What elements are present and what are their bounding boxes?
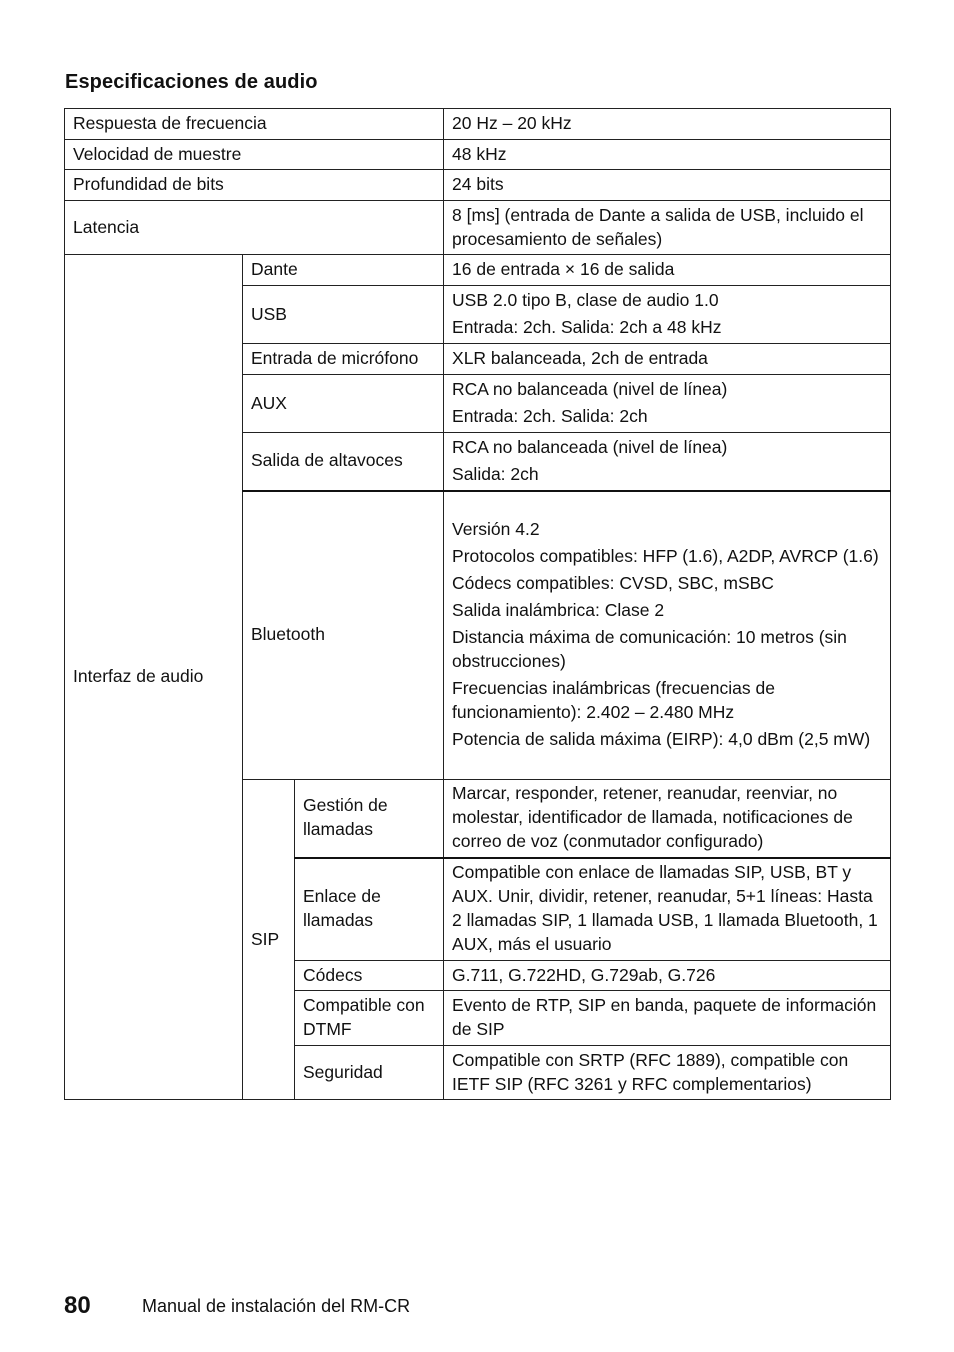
section-title: Especificaciones de audio (65, 71, 318, 93)
spec-line: Entrada: 2ch. Salida: 2ch a 48 kHz (452, 317, 722, 337)
table-row (65, 255, 891, 286)
spec-line: USB 2.0 tipo B, clase de audio 1.0 (452, 290, 719, 310)
spec-value: Evento de RTP, SIP en banda, paquete de información de SIP (444, 991, 891, 1046)
spec-label: AUX (243, 375, 444, 433)
spec-line: RCA no balanceada (nivel de línea) (452, 436, 728, 457)
spec-label: Seguridad (295, 1046, 444, 1100)
page-number: 80 (64, 1292, 91, 1319)
table-row (65, 201, 891, 255)
spec-line: Protocolos compatibles: HFP (1.6), A2DP, AVRCP (1.6) (452, 546, 879, 567)
spec-label: Latencia (65, 201, 444, 255)
spec-value (444, 433, 891, 491)
spec-label: Dante (243, 255, 444, 286)
spec-label: Profundidad de bits (65, 170, 444, 201)
spec-line: Entrada: 2ch. Salida: 2ch (452, 406, 648, 426)
spec-line: Códecs compatibles: CVSD, SBC, mSBC (452, 573, 774, 594)
spec-label: Velocidad de muestre (65, 140, 444, 170)
spec-value: 48 kHz (444, 140, 891, 170)
spec-value (444, 286, 891, 344)
spec-value (444, 375, 891, 433)
spec-value: 8 [ms] (entrada de Dante a salida de USB, incluido el procesamiento de señales) (444, 201, 891, 255)
spec-label: Bluetooth (243, 491, 444, 780)
spec-label: Gestión de llamadas (295, 780, 444, 858)
spec-line: Potencia de salida máxima (EIRP): 4,0 dBm (2,5 mW) (452, 729, 871, 750)
spec-value (444, 491, 891, 780)
spec-value: 20 Hz – 20 kHz (444, 109, 891, 140)
spec-label: Salida de altavoces (243, 433, 444, 491)
table-row (65, 109, 891, 140)
spec-label: Entrada de micrófono (243, 344, 444, 375)
table-row (65, 170, 891, 201)
spec-label: Respuesta de frecuencia (65, 109, 444, 140)
spec-line: Versión 4.2 (452, 519, 540, 540)
spec-line: Frecuencias inalámbricas (frecuencias de funcionamiento): 2.402 – 2.480 MHz (452, 678, 775, 723)
spec-value: Marcar, responder, retener, reanudar, reenviar, no molestar, identificador de llamada, notificaciones de correo de voz (conmutador configurado) (444, 780, 891, 858)
document-title: Manual de instalación del RM-CR (142, 1296, 411, 1316)
spec-label: Códecs (295, 961, 444, 991)
spec-value: 16 de entrada × 16 de salida (444, 255, 891, 286)
spec-value: Compatible con SRTP (RFC 1889), compatible con IETF SIP (RFC 3261 y RFC complementarios) (444, 1046, 891, 1100)
spec-value: Compatible con enlace de llamadas SIP, USB, BT y AUX. Unir, dividir, retener, reanudar, 5+1 líneas: Hasta 2 llamadas SIP, 1 llamada USB, 1 llamada Bluetooth, 1 AUX, más el usuario (444, 858, 891, 961)
spec-line: Salida: 2ch (452, 463, 539, 484)
spec-value: 24 bits (444, 170, 891, 201)
spec-value: G.711, G.722HD, G.729ab, G.726 (444, 961, 891, 991)
spec-label: Enlace de llamadas (295, 858, 444, 961)
group-label-interfaz: Interfaz de audio (65, 255, 243, 1100)
spec-line: RCA no balanceada (nivel de línea) (452, 379, 728, 399)
spec-label: USB (243, 286, 444, 344)
spec-value: XLR balanceada, 2ch de entrada (444, 344, 891, 375)
group-label-sip: SIP (243, 780, 295, 1100)
spec-line: Salida inalámbrica: Clase 2 (452, 600, 665, 621)
spec-line: Distancia máxima de comunicación: 10 metros (sin obstrucciones) (452, 627, 847, 672)
spec-label: Compatible con DTMF (295, 991, 444, 1046)
table-row (65, 140, 891, 170)
audio-spec-table (64, 108, 891, 1100)
